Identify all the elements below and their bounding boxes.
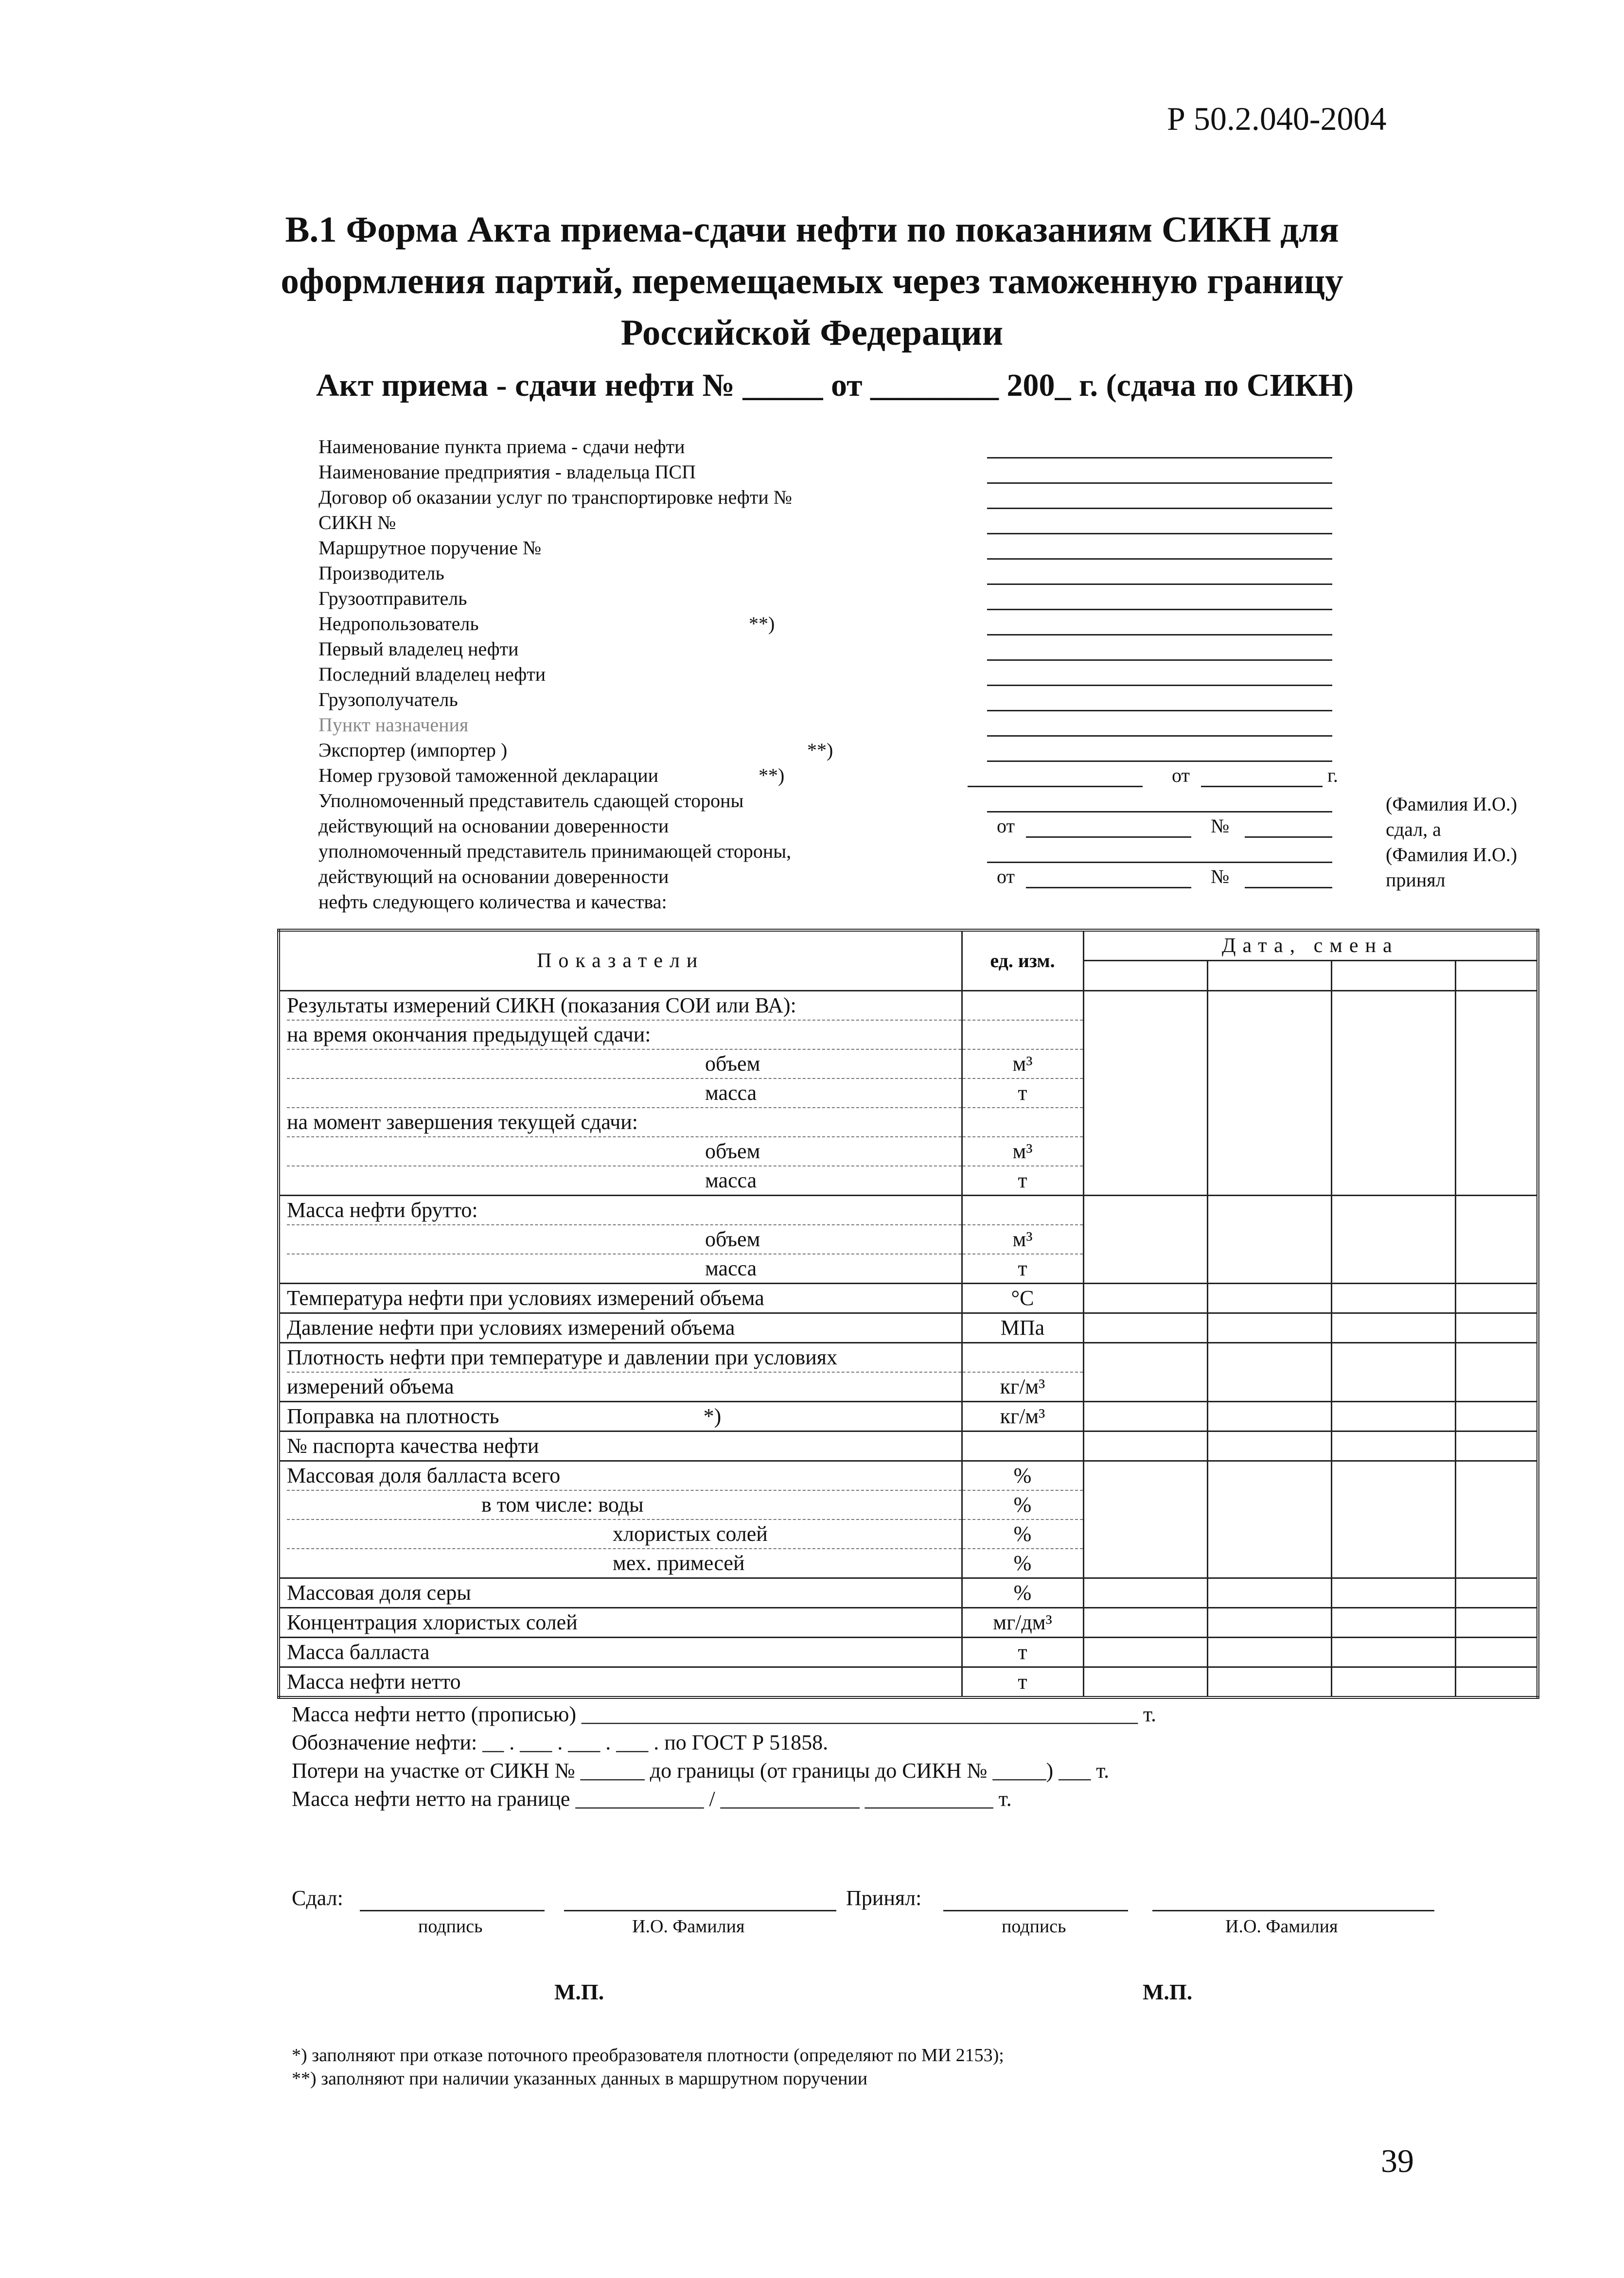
value-cell[interactable] <box>1331 1667 1455 1697</box>
unit-value <box>963 1196 1083 1225</box>
value-cell[interactable] <box>1331 1401 1455 1431</box>
footnote: **) заполняют при наличии указанных данных в маршрутном поручении <box>292 2068 868 2089</box>
field-label: уполномоченный представитель принимающей стороны, <box>318 840 792 862</box>
date-column-header[interactable] <box>1083 960 1207 990</box>
fill-line[interactable] <box>1026 836 1191 838</box>
signature-caption: подпись <box>418 1916 483 1937</box>
handed-over-label: Сдал: <box>292 1886 343 1910</box>
indicator-text: Концентрация хлористых солей <box>287 1610 578 1634</box>
table-row <box>279 1431 1538 1461</box>
fill-line[interactable] <box>1026 887 1191 888</box>
unit-value: м³ <box>963 1137 1083 1166</box>
indicator-text: Масса нефти брутто: <box>287 1198 478 1222</box>
footnote-mark: **) <box>807 739 833 761</box>
table-row <box>279 1461 1538 1578</box>
indicator-text: объем <box>705 1051 760 1076</box>
value-cell[interactable] <box>1331 1461 1455 1578</box>
table-row <box>279 1637 1538 1667</box>
value-cell[interactable] <box>1455 1401 1538 1431</box>
accepted-label: принял <box>1386 869 1446 891</box>
table-row <box>279 1313 1538 1342</box>
indicator-text: объем <box>705 1139 760 1163</box>
handed-label: сдал, а <box>1386 818 1441 840</box>
value-cell[interactable] <box>1207 1607 1331 1637</box>
value-cell[interactable] <box>1207 1283 1331 1313</box>
name-line[interactable] <box>564 1910 836 1911</box>
unit-value: т <box>1018 1168 1027 1192</box>
value-cell[interactable] <box>1207 1637 1331 1667</box>
unit-cell <box>962 1578 1083 1607</box>
number-label: № <box>1211 865 1230 887</box>
indicator-label <box>287 1021 961 1050</box>
indicator-cell <box>279 1578 962 1607</box>
accepted-by-label: Принял: <box>846 1886 922 1910</box>
unit-cell <box>962 1342 1083 1401</box>
table-row <box>279 990 1538 1195</box>
header-date-shift: Дата, смена <box>1083 930 1538 960</box>
fio-caption: (Фамилия И.О.) <box>1386 844 1518 865</box>
value-cell[interactable] <box>1455 1667 1538 1697</box>
value-cell[interactable] <box>1083 1431 1207 1461</box>
fill-line[interactable] <box>987 659 1332 661</box>
indicator-text: Плотность нефти при температуре и давлении при условиях <box>287 1345 838 1369</box>
indicator-cell <box>279 1637 962 1667</box>
indicator-text: мех. примесей <box>613 1551 745 1575</box>
value-cell[interactable] <box>1083 1283 1207 1313</box>
value-cell[interactable] <box>1207 1431 1331 1461</box>
unit-cell <box>962 1195 1083 1283</box>
indicator-text: объем <box>705 1227 760 1251</box>
value-cell[interactable] <box>1207 1578 1331 1607</box>
value-cell[interactable] <box>1331 990 1455 1195</box>
unit-cell <box>962 1637 1083 1667</box>
field-label: Договор об оказании услуг по транспортировке нефти № <box>318 486 792 508</box>
value-cell[interactable] <box>1083 1461 1207 1578</box>
indicator-label <box>287 1638 961 1666</box>
value-cell[interactable] <box>1455 1578 1538 1607</box>
unit-cell <box>962 1461 1083 1578</box>
field-label: Последний владелец нефти <box>318 663 546 685</box>
value-cell[interactable] <box>1455 1461 1538 1578</box>
field-label: Номер грузовой таможенной декларации <box>318 764 659 786</box>
indicator-label <box>287 1549 961 1577</box>
field-label: Грузоотправитель <box>318 587 467 609</box>
value-cell[interactable] <box>1207 1667 1331 1697</box>
indicator-text: на время окончания предыдущей сдачи: <box>287 1022 651 1046</box>
indicator-label <box>287 1668 961 1696</box>
field-label: Экспортер (импортер ) <box>318 739 508 761</box>
value-cell[interactable] <box>1083 1401 1207 1431</box>
value-cell[interactable] <box>1331 1342 1455 1401</box>
indicator-cell <box>279 990 962 1195</box>
indicator-text: в том числе: воды <box>481 1492 644 1517</box>
indicator-label <box>287 991 961 1021</box>
indicator-text: масса <box>705 1168 757 1192</box>
declaration-date-line[interactable] <box>1201 786 1323 787</box>
fill-line[interactable] <box>987 609 1332 610</box>
field-label: Грузополучатель <box>318 689 458 710</box>
footnote-mark: **) <box>749 613 775 635</box>
fill-line[interactable] <box>987 482 1332 484</box>
unit-cell <box>962 1283 1083 1313</box>
table-row <box>279 1283 1538 1313</box>
unit-value: % <box>963 1462 1083 1491</box>
indicator-label <box>287 1491 961 1520</box>
indicator-text: Масса балласта <box>287 1640 430 1664</box>
fill-line[interactable] <box>987 634 1332 636</box>
document-number: Р 50.2.040-2004 <box>1167 100 1387 137</box>
indicator-cell <box>279 1667 962 1697</box>
value-cell[interactable] <box>1331 1607 1455 1637</box>
indicator-label <box>287 1196 961 1225</box>
fill-line[interactable] <box>987 508 1332 509</box>
unit-cell <box>962 1401 1083 1431</box>
fill-line[interactable] <box>987 710 1332 711</box>
indicator-cell <box>279 1313 962 1342</box>
from-label: от <box>997 865 1015 887</box>
indicator-cell <box>279 1461 962 1578</box>
declaration-number-line[interactable] <box>968 786 1143 787</box>
field-label: Первый владелец нефти <box>318 638 519 660</box>
table-row <box>279 1195 1538 1283</box>
unit-value: мг/дм³ <box>993 1610 1052 1634</box>
indicator-label <box>287 1314 961 1342</box>
indicator-cell <box>279 1283 962 1313</box>
indicator-text: Давление нефти при условиях измерений объема <box>287 1315 735 1340</box>
field-label: Маршрутное поручение № <box>318 537 542 559</box>
year-label: г. <box>1327 764 1338 786</box>
indicator-label <box>287 1432 961 1460</box>
value-cell[interactable] <box>1083 1313 1207 1342</box>
value-cell[interactable] <box>1331 1637 1455 1667</box>
indicator-label <box>287 1373 961 1401</box>
indicator-label <box>287 1108 961 1137</box>
value-cell[interactable] <box>1207 1342 1331 1401</box>
unit-value <box>963 1432 1083 1460</box>
table-row <box>279 1578 1538 1607</box>
date-from-label: от <box>1172 764 1190 786</box>
value-cell[interactable] <box>1455 1283 1538 1313</box>
value-cell[interactable] <box>1455 1637 1538 1667</box>
indicator-label <box>287 1079 961 1108</box>
unit-cell <box>962 1313 1083 1342</box>
value-cell[interactable] <box>1083 990 1207 1195</box>
value-cell[interactable] <box>1331 1431 1455 1461</box>
footnote: *) заполняют при отказе поточного преобразователя плотности (определяют по МИ 2153); <box>292 2045 1004 2066</box>
act-title: Акт приема - сдачи нефти № _____ от ________ 200_ г. (сдача по СИКН) <box>316 368 1354 403</box>
value-cell[interactable] <box>1455 1195 1538 1283</box>
value-cell[interactable] <box>1331 1195 1455 1283</box>
unit-value: МПа <box>1000 1315 1045 1340</box>
fio-caption: (Фамилия И.О.) <box>1386 793 1518 815</box>
fill-line[interactable] <box>987 735 1332 737</box>
indicator-cell <box>279 1195 962 1283</box>
footnote-mark: *) <box>703 1404 722 1428</box>
unit-value: % <box>963 1520 1083 1549</box>
indicator-text: Массовая доля серы <box>287 1580 471 1605</box>
value-cell[interactable] <box>1331 1313 1455 1342</box>
field-label: Наименование пункта приема - сдачи нефти <box>318 436 685 458</box>
table-row <box>279 1607 1538 1637</box>
indicator-label <box>287 1462 961 1491</box>
indicator-cell <box>279 1401 962 1431</box>
indicator-label <box>287 1137 961 1166</box>
indicator-label <box>287 1225 961 1254</box>
unit-value: м³ <box>963 1225 1083 1254</box>
net-mass-words: Масса нефти нетто (прописью) ____________________________________________________ т. <box>292 1702 1156 1726</box>
stamp-place-right: М.П. <box>1143 1979 1193 2004</box>
unit-value: кг/м³ <box>1000 1404 1045 1428</box>
field-label: Наименование предприятия - владельца ПСП <box>318 461 696 483</box>
indicator-label <box>287 1050 961 1079</box>
field-label: СИКН № <box>318 512 396 533</box>
date-column-header[interactable] <box>1331 960 1455 990</box>
unit-cell <box>962 1667 1083 1697</box>
value-cell[interactable] <box>1083 1195 1207 1283</box>
field-label: действующий на основании доверенности <box>318 815 669 837</box>
name-caption: И.О. Фамилия <box>632 1916 745 1937</box>
page-number: 39 <box>1381 2142 1414 2179</box>
indicator-label <box>287 1402 961 1430</box>
field-label: нефть следующего количества и качества: <box>318 891 667 913</box>
unit-value: м³ <box>963 1050 1083 1079</box>
indicator-text: масса <box>705 1256 757 1280</box>
unit-value: кг/м³ <box>1000 1374 1045 1398</box>
signature-caption: подпись <box>1002 1916 1066 1937</box>
unit-cell <box>962 990 1083 1195</box>
indicator-label <box>287 1343 961 1373</box>
value-cell[interactable] <box>1455 990 1538 1195</box>
unit-cell <box>962 1431 1083 1461</box>
value-cell[interactable] <box>1083 1637 1207 1667</box>
fill-line[interactable] <box>987 862 1332 863</box>
number-label: № <box>1211 815 1230 837</box>
fill-line[interactable] <box>987 583 1332 585</box>
value-cell[interactable] <box>1455 1313 1538 1342</box>
indicator-label <box>287 1520 961 1549</box>
table-row <box>279 1667 1538 1697</box>
indicator-text: Результаты измерений СИКН (показания СОИ или ВА): <box>287 993 796 1017</box>
indicator-text: масса <box>705 1080 757 1105</box>
fill-line[interactable] <box>1245 836 1332 838</box>
table-row <box>279 1401 1538 1431</box>
indicator-text: на момент завершения текущей сдачи: <box>287 1110 638 1134</box>
unit-cell <box>962 1607 1083 1637</box>
indicator-text: № паспорта качества нефти <box>287 1433 539 1458</box>
field-label: Недропользователь <box>318 613 479 635</box>
unit-value <box>963 991 1083 1021</box>
date-column-header[interactable] <box>1455 960 1538 990</box>
unit-value: % <box>1013 1580 1032 1605</box>
name-caption: И.О. Фамилия <box>1225 1916 1338 1937</box>
field-label: Уполномоченный представитель сдающей стороны <box>318 790 744 812</box>
indicator-text: Масса нефти нетто <box>287 1669 461 1694</box>
value-cell[interactable] <box>1455 1431 1538 1461</box>
value-cell[interactable] <box>1083 1667 1207 1697</box>
unit-value: т <box>1018 1669 1027 1694</box>
value-cell[interactable] <box>1207 1195 1331 1283</box>
indicator-label <box>287 1284 961 1312</box>
name-line[interactable] <box>1152 1910 1434 1911</box>
indicator-cell <box>279 1431 962 1461</box>
signature-line[interactable] <box>360 1910 545 1911</box>
fill-line[interactable] <box>987 457 1332 459</box>
unit-value: т <box>1018 1256 1027 1280</box>
indicator-text: Поправка на плотность <box>287 1404 499 1428</box>
fill-line[interactable] <box>987 811 1332 812</box>
field-label: Производитель <box>318 562 444 584</box>
value-cell[interactable] <box>1331 1578 1455 1607</box>
value-cell[interactable] <box>1207 990 1331 1195</box>
value-cell[interactable] <box>1207 1313 1331 1342</box>
indicator-label <box>287 1254 961 1283</box>
fill-line[interactable] <box>1245 887 1332 888</box>
fill-line[interactable] <box>987 685 1332 686</box>
indicator-text: хлористых солей <box>613 1521 768 1546</box>
indicator-label <box>287 1608 961 1637</box>
footnote-mark: **) <box>759 764 785 786</box>
indicator-text: Температура нефти при условиях измерений объема <box>287 1286 764 1310</box>
value-cell[interactable] <box>1331 1283 1455 1313</box>
indicator-cell <box>279 1342 962 1401</box>
header-unit: ед. изм. <box>962 930 1083 990</box>
unit-value <box>963 1021 1083 1050</box>
unit-value: % <box>1013 1551 1032 1575</box>
indicator-label <box>287 1579 961 1607</box>
indicator-text: измерений объема <box>287 1374 454 1398</box>
from-label: от <box>997 815 1015 837</box>
unit-value <box>963 1343 1083 1373</box>
value-cell[interactable] <box>1083 1342 1207 1401</box>
indicator-label <box>287 1166 961 1195</box>
value-cell[interactable] <box>1207 1401 1331 1431</box>
indicators-table <box>277 929 1539 1699</box>
table-row <box>279 1342 1538 1401</box>
oil-designation: Обозначение нефти: __ . ___ . ___ . ___ . по ГОСТ Р 51858. <box>292 1731 829 1754</box>
value-cell[interactable] <box>1083 1578 1207 1607</box>
unit-value: % <box>963 1491 1083 1520</box>
value-cell[interactable] <box>1083 1607 1207 1637</box>
net-mass-border: Масса нефти нетто на границе ____________ / _____________ ____________ т. <box>292 1787 1012 1811</box>
form-title: В.1 Форма Акта приема-сдачи нефти по показаниям СИКН для оформления партий, перемещаемых через таможенную границу Российской Федерации <box>281 210 1343 353</box>
header-indicators: Показатели <box>279 930 962 990</box>
field-label: Пункт назначения <box>318 714 469 736</box>
value-cell[interactable] <box>1455 1607 1538 1637</box>
stamp-place-left: М.П. <box>554 1979 604 2004</box>
date-column-header[interactable] <box>1207 960 1331 990</box>
field-label: действующий на основании доверенности <box>318 865 669 887</box>
unit-value: °С <box>1011 1286 1034 1310</box>
signature-line[interactable] <box>943 1910 1128 1911</box>
indicator-cell <box>279 1607 962 1637</box>
fill-line[interactable] <box>987 760 1332 762</box>
losses-line: Потери на участке от СИКН № ______ до границы (от границы до СИКН № _____) ___ т. <box>292 1759 1110 1783</box>
value-cell[interactable] <box>1207 1461 1331 1578</box>
unit-value: т <box>963 1079 1083 1108</box>
fill-line[interactable] <box>987 558 1332 560</box>
unit-value <box>963 1108 1083 1137</box>
fill-line[interactable] <box>987 533 1332 534</box>
value-cell[interactable] <box>1455 1342 1538 1401</box>
unit-value: т <box>1018 1640 1027 1664</box>
indicator-text: Массовая доля балласта всего <box>287 1463 561 1487</box>
